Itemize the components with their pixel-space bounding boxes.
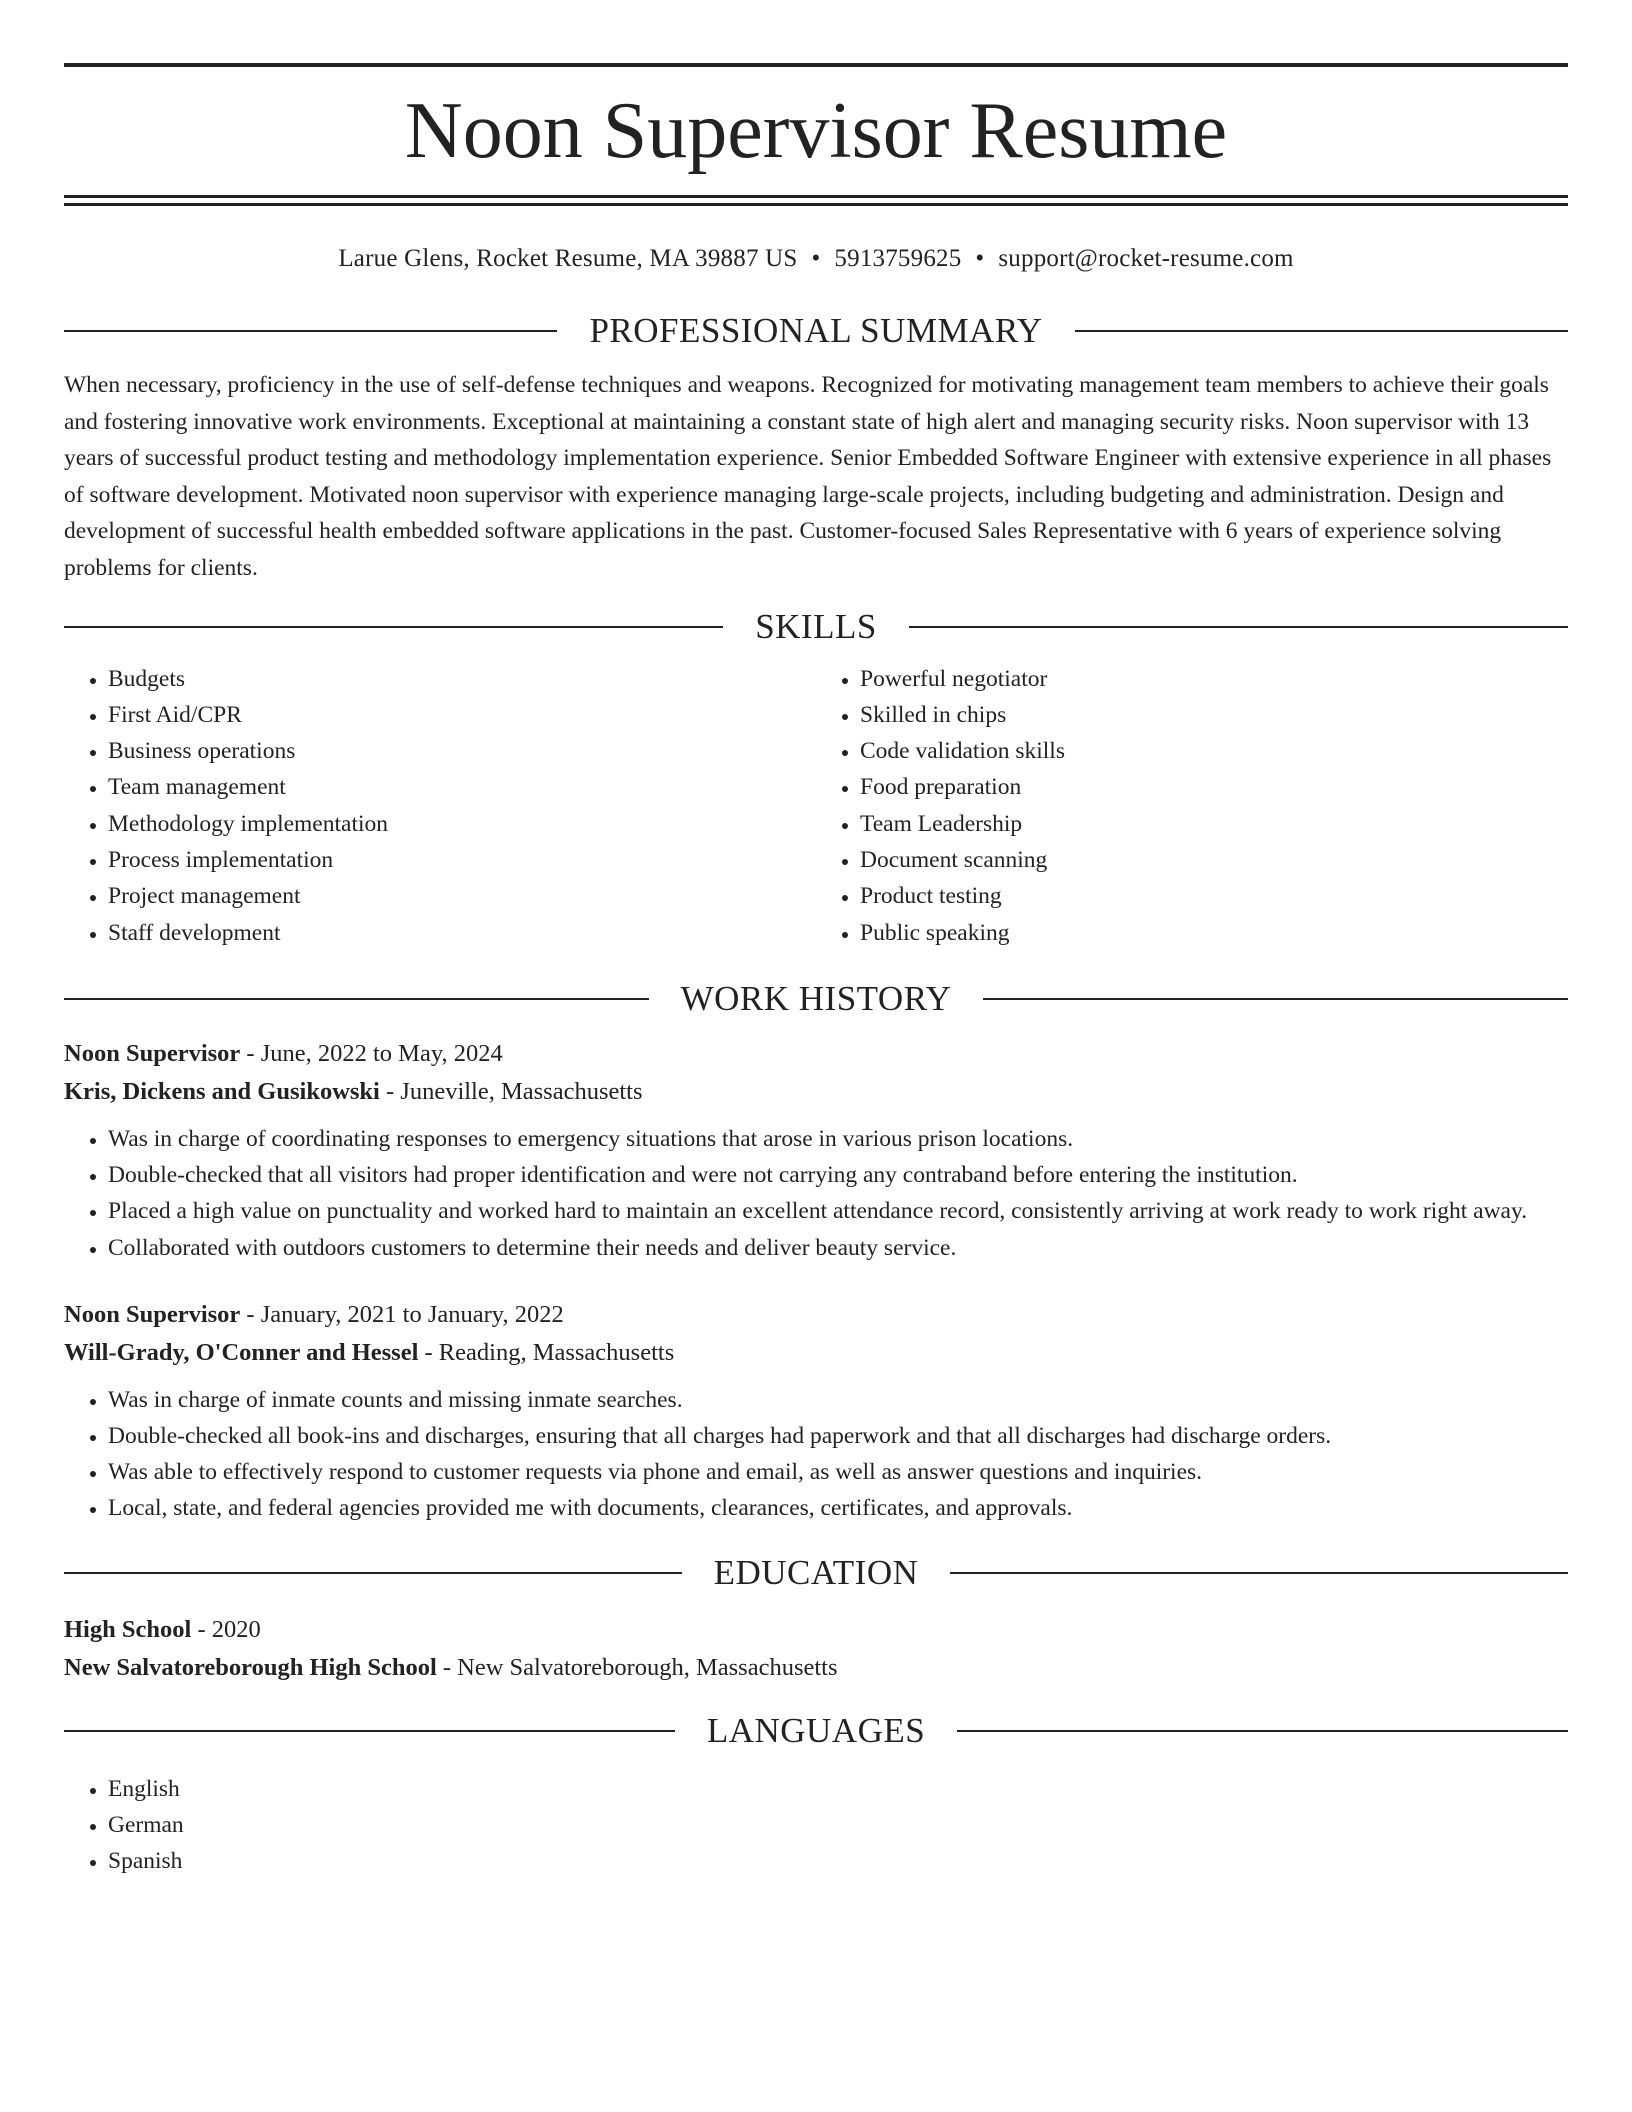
contact-line: [64, 239, 1568, 279]
section-rule: [64, 998, 649, 1000]
skills-columns: [64, 661, 1568, 951]
skill-item: • Team management: [108, 769, 816, 805]
job-location: - Juneville, Massachusetts: [379, 1077, 643, 1105]
resume-sheet: [64, 63, 1568, 1879]
skills-list-left: [64, 661, 816, 951]
education-degree: High School: [64, 1615, 192, 1643]
section-rule: [983, 998, 1568, 1000]
skill-item: • Team Leadership: [860, 806, 1568, 842]
job-bullet: • Collaborated with outdoors customers to determine their needs and deliver beauty service.: [108, 1230, 1568, 1266]
job-entry: [64, 1035, 1568, 1266]
job-entry: [64, 1296, 1568, 1527]
job-company-line: [64, 1334, 1568, 1372]
language-item: • German: [108, 1807, 1568, 1843]
skill-item: • First Aid/CPR: [108, 697, 816, 733]
education-degree-line: [64, 1611, 1568, 1649]
section-header-skills: [64, 601, 1568, 653]
job-company: Will-Grady, O'Conner and Hessel: [64, 1338, 419, 1366]
job-bullet: • Placed a high value on punctuality and worked hard to maintain an excellent attendance record, consistently arriving at work ready to work right away.: [108, 1193, 1568, 1229]
contact-phone: 5913759625: [834, 245, 962, 272]
title-rule-2: [64, 203, 1568, 206]
title-rule-1: [64, 195, 1568, 198]
section-rule: [909, 626, 1568, 628]
contact-separator: •: [975, 245, 985, 272]
skill-item: • Powerful negotiator: [860, 661, 1568, 697]
language-item: • Spanish: [108, 1843, 1568, 1879]
skill-item: • Budgets: [108, 661, 816, 697]
summary-text: When necessary, proficiency in the use of self-defense techniques and weapons. Recognized for motivating management team members to achieve their goals and fostering innovative work environments. Exceptional at maintaining a constant state of high alert and managing security risks. Noon supervisor with 13 years of successful product testing and methodology implementation experience. Senior Embedded Software Engineer with extensive experience in all phases of software development. Motivated noon supervisor with experience managing large-scale projects, including budgeting and administration. Design and development of successful health embedded software applications in the past. Customer-focused Sales Representative with 6 years of experience solving problems for clients.: [64, 372, 1552, 581]
section-rule: [1075, 330, 1568, 332]
job-bullet: • Local, state, and federal agencies provided me with documents, clearances, certificates, and approvals.: [108, 1490, 1568, 1526]
section-header-languages: [64, 1705, 1568, 1757]
skill-item: • Code validation skills: [860, 733, 1568, 769]
section-rule: [64, 1572, 682, 1574]
job-title: Noon Supervisor: [64, 1300, 241, 1328]
skill-item: • Project management: [108, 878, 816, 914]
section-rule: [950, 1572, 1568, 1574]
skill-item: • Business operations: [108, 733, 816, 769]
top-rule: [64, 63, 1568, 67]
skills-list-right: [816, 661, 1568, 951]
education-school: New Salvatoreborough High School: [64, 1653, 437, 1681]
section-header-summary: [64, 305, 1568, 357]
section-header-education: [64, 1547, 1568, 1599]
job-title: Noon Supervisor: [64, 1039, 241, 1067]
contact-separator: •: [811, 245, 821, 272]
job-bullet: • Was in charge of coordinating responses to emergency situations that arose in various prison locations.: [108, 1121, 1568, 1157]
skill-item: • Food preparation: [860, 769, 1568, 805]
skill-item: • Document scanning: [860, 842, 1568, 878]
section-header-work-history: [64, 973, 1568, 1025]
job-company: Kris, Dickens and Gusikowski: [64, 1077, 380, 1105]
skill-item: • Product testing: [860, 878, 1568, 914]
languages-list: [64, 1771, 1568, 1880]
education-year: - 2020: [191, 1615, 261, 1643]
resume-title: Noon Supervisor Resume: [404, 87, 1228, 175]
skill-item: • Skilled in chips: [860, 697, 1568, 733]
education-school-line: [64, 1649, 1568, 1687]
section-title: WORK HISTORY: [680, 978, 952, 1018]
contact-email: support@rocket-resume.com: [998, 245, 1294, 272]
job-bullets: [64, 1382, 1568, 1527]
section-title: SKILLS: [755, 606, 877, 646]
job-bullets: [64, 1121, 1568, 1266]
job-dates: - January, 2021 to January, 2022: [240, 1300, 564, 1328]
section-rule: [64, 330, 557, 332]
section-title: PROFESSIONAL SUMMARY: [589, 311, 1043, 350]
skill-item: • Methodology implementation: [108, 806, 816, 842]
skill-item: • Staff development: [108, 915, 816, 951]
job-bullet: • Double-checked all book-ins and discharges, ensuring that all charges had paperwork and that all discharges had discharge orders.: [108, 1418, 1568, 1454]
section-title: EDUCATION: [713, 1552, 919, 1592]
contact-address: Larue Glens, Rocket Resume, MA 39887 US: [338, 245, 798, 272]
education-location: - New Salvatoreborough, Massachusetts: [436, 1653, 838, 1681]
job-bullet: • Was able to effectively respond to customer requests via phone and email, as well as answer questions and inquiries.: [108, 1454, 1568, 1490]
section-rule: [64, 1730, 675, 1732]
section-rule: [64, 626, 723, 628]
job-title-line: [64, 1035, 1568, 1073]
section-rule: [957, 1730, 1568, 1732]
skill-item: • Public speaking: [860, 915, 1568, 951]
job-title-line: [64, 1296, 1568, 1334]
job-dates: - June, 2022 to May, 2024: [240, 1039, 503, 1067]
skill-item: • Process implementation: [108, 842, 816, 878]
job-bullet: • Double-checked that all visitors had proper identification and were not carrying any contraband before entering the institution.: [108, 1157, 1568, 1193]
job-company-line: [64, 1073, 1568, 1111]
section-title: LANGUAGES: [706, 1710, 926, 1750]
job-bullet: • Was in charge of inmate counts and missing inmate searches.: [108, 1382, 1568, 1418]
job-location: - Reading, Massachusetts: [418, 1338, 675, 1366]
language-item: • English: [108, 1771, 1568, 1807]
